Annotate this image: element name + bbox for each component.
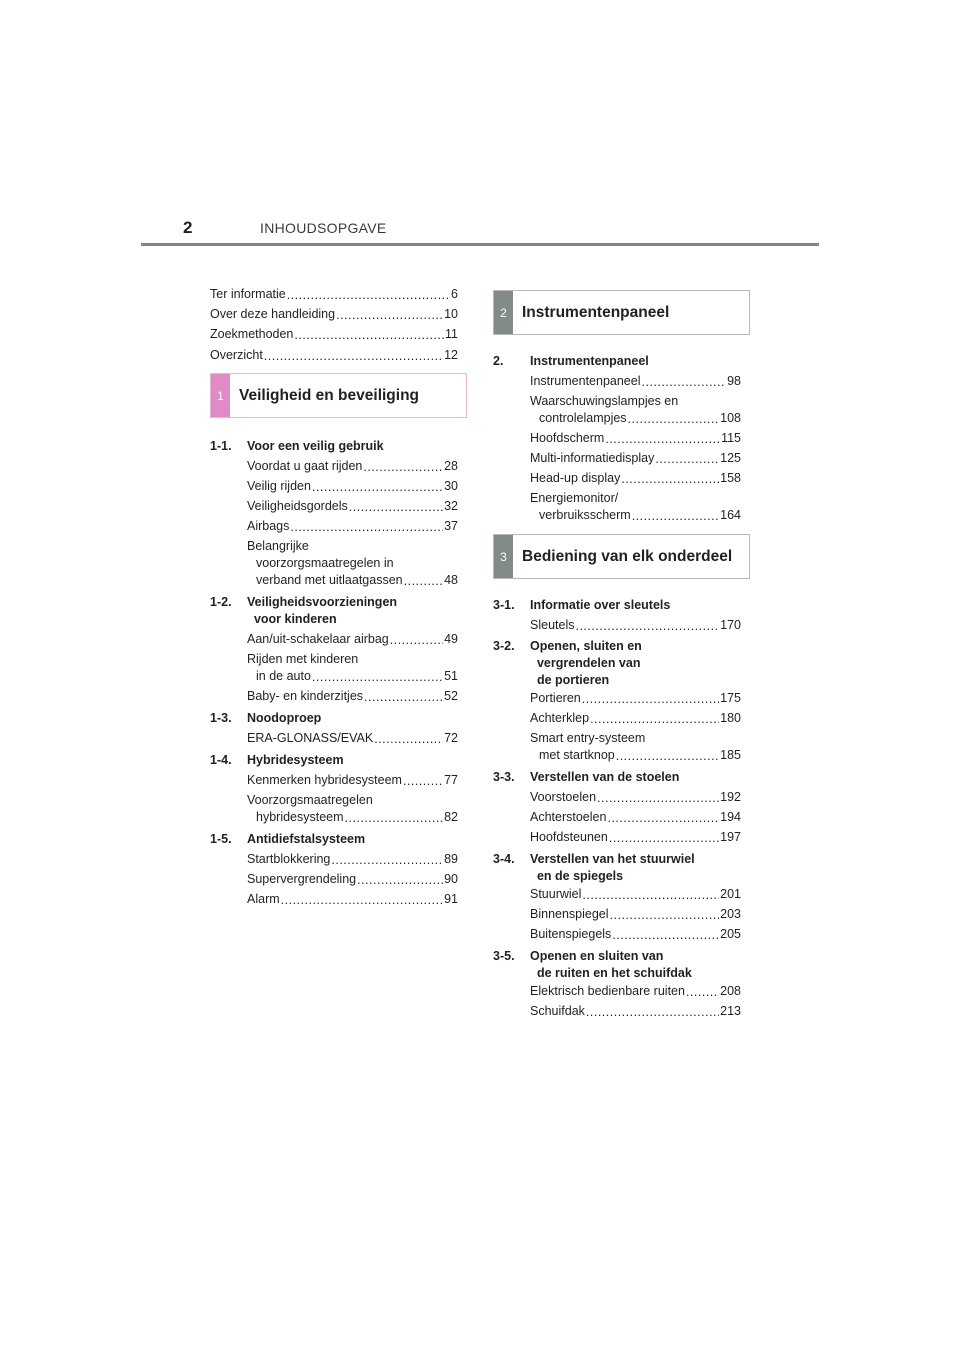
toc-entry-multiline[interactable]: Energiemonitor/ verbruiksscherm ..... 164 [530, 490, 741, 524]
page-number: 2 [183, 218, 193, 237]
toc-entry-multiline[interactable]: Rijden met kinderen in de auto ..... 51 [247, 651, 458, 685]
toc-entry[interactable]: Veiligheidsgordels ..... 32 [247, 498, 458, 515]
toc-entry[interactable]: ERA-GLONASS/EVAK ..... 72 [247, 730, 458, 747]
toc-entry[interactable]: Portieren ..... 175 [530, 690, 741, 707]
toc-entry[interactable]: Buitenspiegels ..... 205 [530, 926, 741, 943]
toc-entry[interactable]: Voorstoelen ..... 192 [530, 789, 741, 806]
section-title: Instrumentenpaneel [522, 303, 670, 321]
toc-entry[interactable]: Ter informatie ..... 6 [210, 286, 458, 303]
toc-entry[interactable]: Stuurwiel ..... 201 [530, 886, 741, 903]
toc-entry-multiline[interactable]: Belangrijke voorzorgsmaatregelen in verband met uitlaatgassen ..... 48 [247, 538, 458, 589]
toc-entry[interactable]: Aan/uit-schakelaar airbag ..... 49 [247, 631, 458, 648]
toc-entry[interactable]: Elektrisch bedienbare ruiten ..... 208 [530, 983, 741, 1000]
section-heading-2[interactable] [493, 290, 750, 335]
toc-entry[interactable]: Binnenspiegel ..... 203 [530, 906, 741, 923]
toc-entry[interactable]: Hoofdsteunen ..... 197 [530, 829, 741, 846]
toc-entry[interactable]: Overzicht ..... 12 [210, 347, 458, 364]
toc-entry-multiline[interactable]: Smart entry-systeem met startknop ..... 185 [530, 730, 741, 764]
toc-entry[interactable]: Airbags ..... 37 [247, 518, 458, 535]
section-heading-1[interactable] [210, 373, 467, 418]
toc-entry[interactable]: Baby- en kinderzitjes ..... 52 [247, 688, 458, 705]
toc-entry-multiline[interactable]: Voorzorgsmaatregelen hybridesysteem ..... 82 [247, 792, 458, 826]
toc-entry[interactable]: Hoofdscherm ..... 115 [530, 430, 741, 447]
toc-entry[interactable]: Instrumentenpaneel ..... 98 [530, 373, 741, 390]
section-title: Veiligheid en beveiliging [239, 386, 420, 404]
section-number-tab: 2 [494, 291, 513, 334]
toc-entry-multiline[interactable]: Waarschuwingslampjes en controlelampjes ..... 108 [530, 393, 741, 427]
section-title: Bediening van elk onderdeel [522, 547, 733, 565]
toc-entry[interactable]: Kenmerken hybridesysteem ..... 77 [247, 772, 458, 789]
section-number-tab: 3 [494, 535, 513, 578]
toc-entry[interactable]: Veilig rijden ..... 30 [247, 478, 458, 495]
toc-entry[interactable]: Voordat u gaat rijden ..... 28 [247, 458, 458, 475]
toc-entry[interactable]: Supervergrendeling ..... 90 [247, 871, 458, 888]
toc-entry[interactable]: Multi-informatiedisplay ..... 125 [530, 450, 741, 467]
toc-entry[interactable]: Achterstoelen ..... 194 [530, 809, 741, 826]
section-heading-3[interactable] [493, 534, 750, 579]
toc-entry[interactable]: Achterklep ..... 180 [530, 710, 741, 727]
toc-entry[interactable]: Alarm ..... 91 [247, 891, 458, 908]
toc-entry[interactable]: Over deze handleiding ..... 10 [210, 306, 458, 323]
page-header-title: INHOUDSOPGAVE [260, 220, 387, 236]
section-number-tab: 1 [211, 374, 230, 417]
toc-entry[interactable]: Schuifdak ..... 213 [530, 1003, 741, 1020]
toc-entry[interactable]: Head-up display ..... 158 [530, 470, 741, 487]
toc-entry[interactable]: Zoekmethoden ..... 11 [210, 326, 458, 343]
toc-entry[interactable]: Sleutels ..... 170 [530, 617, 741, 634]
header-rule [141, 243, 819, 246]
toc-entry[interactable]: Startblokkering ..... 89 [247, 851, 458, 868]
